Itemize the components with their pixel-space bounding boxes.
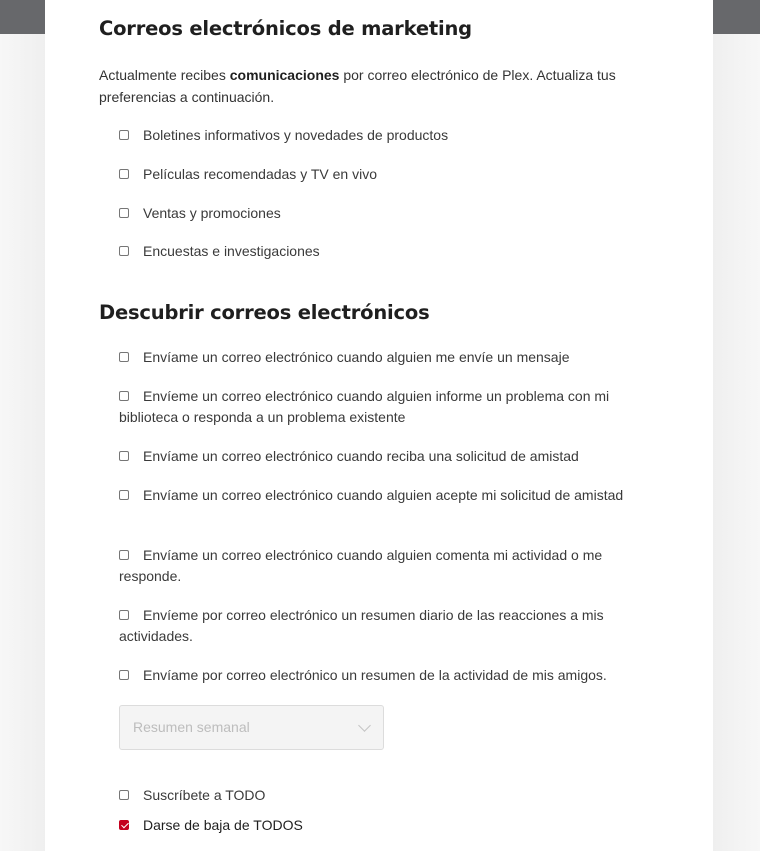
header-bar-left bbox=[0, 0, 45, 34]
checkbox-daily-reactions[interactable] bbox=[119, 605, 659, 647]
chevron-down-icon bbox=[358, 719, 371, 732]
option-label: Envíame por correo electrónico un resumen de la actividad de mis amigos. bbox=[143, 667, 607, 683]
email-preferences-card bbox=[45, 0, 713, 851]
option-label: Boletines informativos y novedades de productos bbox=[143, 127, 449, 143]
option-label: Envíame un correo electrónico cuando alguien acepte mi solicitud de amistad bbox=[143, 487, 624, 503]
checkbox-friends-activity[interactable] bbox=[119, 665, 659, 686]
option-label: Envíeme por correo electrónico un resumen diario de las reacciones a mis actividades. bbox=[119, 607, 604, 644]
checkbox-icon[interactable] bbox=[119, 451, 129, 461]
checkbox-friend-request[interactable] bbox=[119, 446, 659, 467]
checkbox-icon[interactable] bbox=[119, 790, 129, 800]
header-bar-right bbox=[713, 0, 760, 34]
checkbox-sales-promotions[interactable] bbox=[119, 203, 659, 224]
checkbox-newsletters[interactable] bbox=[119, 125, 659, 146]
checkbox-icon[interactable] bbox=[119, 169, 129, 179]
checkbox-icon[interactable] bbox=[119, 670, 129, 680]
checkbox-message-received[interactable] bbox=[119, 347, 659, 368]
checkbox-friend-accepted[interactable] bbox=[119, 485, 659, 506]
marketing-intro bbox=[99, 64, 659, 108]
checkbox-icon[interactable] bbox=[119, 246, 129, 256]
marketing-section-title: Correos electrónicos de marketing bbox=[99, 17, 472, 40]
checkbox-icon[interactable] bbox=[119, 550, 129, 560]
checkbox-icon[interactable] bbox=[119, 391, 129, 401]
option-label: Envíeme un correo electrónico cuando alguien informe un problema con mi biblioteca o responda a un problema existente bbox=[119, 388, 610, 425]
intro-bold-text: comunicaciones bbox=[229, 67, 340, 83]
option-label: Ventas y promociones bbox=[143, 205, 281, 221]
checkbox-checked-icon[interactable] bbox=[119, 820, 129, 830]
discover-section-title: Descubrir correos electrónicos bbox=[99, 301, 430, 324]
option-label: Envíame un correo electrónico cuando reciba una solicitud de amistad bbox=[143, 448, 579, 464]
option-label: Envíame un correo electrónico cuando alguien me envíe un mensaje bbox=[143, 349, 570, 365]
select-value: Resumen semanal bbox=[133, 719, 250, 735]
checkbox-activity-comment[interactable] bbox=[119, 545, 659, 587]
intro-text: Actualmente recibes bbox=[99, 67, 230, 83]
page-background-right bbox=[713, 34, 760, 851]
intro-text-suffix: por correo electrónico de Plex. Actualiza tus preferencias a continuación. bbox=[99, 67, 616, 105]
page-background-left bbox=[0, 34, 45, 851]
checkbox-icon[interactable] bbox=[119, 610, 129, 620]
option-label: Suscríbete a TODO bbox=[143, 787, 266, 803]
checkbox-icon[interactable] bbox=[119, 130, 129, 140]
checkbox-unsubscribe-all[interactable] bbox=[119, 815, 659, 836]
option-label: Envíame un correo electrónico cuando alguien comenta mi actividad o me responde. bbox=[119, 547, 603, 584]
option-label: Darse de baja de TODOS bbox=[143, 817, 303, 833]
checkbox-surveys[interactable] bbox=[119, 241, 659, 262]
checkbox-library-issue[interactable] bbox=[119, 386, 659, 428]
checkbox-icon[interactable] bbox=[119, 352, 129, 362]
checkbox-icon[interactable] bbox=[119, 208, 129, 218]
option-label: Películas recomendadas y TV en vivo bbox=[143, 166, 377, 182]
checkbox-subscribe-all[interactable] bbox=[119, 785, 659, 806]
checkbox-recommended-movies[interactable] bbox=[119, 164, 659, 185]
option-label: Encuestas e investigaciones bbox=[143, 243, 320, 259]
digest-frequency-select[interactable] bbox=[119, 705, 384, 750]
checkbox-icon[interactable] bbox=[119, 490, 129, 500]
